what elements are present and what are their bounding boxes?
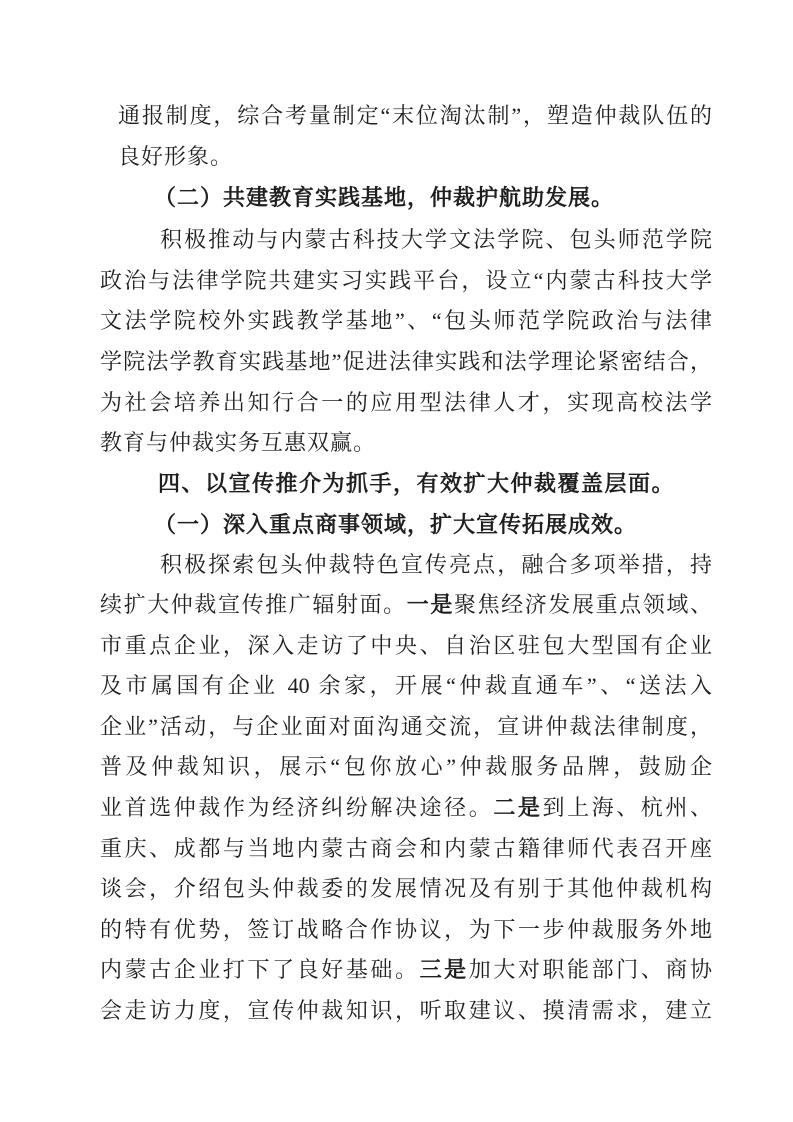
body-run: 到上海、杭州、 (542, 795, 712, 820)
body-line: 积极探索包头仲裁特色宣传亮点，融合多项举措，持 (160, 552, 712, 577)
body-line: 学院法学教育实践基地”促进法律实践和法学理论紧密结合， (100, 349, 712, 374)
body-run: 内蒙古企业打下了良好基础。 (100, 957, 420, 982)
body-line (100, 953, 712, 987)
emphasis-run: 二是 (493, 795, 543, 820)
body-run: 聚焦经济发展重点领域、 (453, 592, 712, 617)
body-run: 续扩大仲裁宣传推广辐射面。 (100, 592, 407, 617)
body-line: 谈会，介绍包头仲裁委的发展情况及有别于其他仲裁机构 (100, 876, 712, 901)
body-line: 重庆、成都与当地内蒙古商会和内蒙古籍律师代表召开座 (100, 836, 712, 861)
body-line: 教育与仲裁实务互惠双赢。 (100, 430, 377, 455)
body-line: 积极推动与内蒙古科技大学文法学院、包头师范学院 (160, 227, 712, 252)
body-run: 加大对职能部门、商协 (468, 957, 712, 982)
body-line: 文法学院校外实践教学基地”、“包头师范学院政治与法律 (100, 308, 712, 333)
body-line: 市重点企业，深入走访了中央、自治区驻包大型国有企业 (100, 633, 712, 658)
subsection-heading-2: （二）共建教育实践基地，仲裁护航助发展。 (154, 185, 615, 210)
emphasis-run: 三是 (419, 957, 469, 982)
subsection-heading-1: （一）深入重点商事领域，扩大宣传拓展成效。 (154, 512, 638, 537)
body-line: 良好形象。 (118, 144, 234, 169)
section-heading-4: 四、以宣传推介为抓手，有效扩大仲裁覆盖层面。 (158, 471, 676, 496)
body-line (100, 791, 712, 825)
body-line: 政治与法律学院共建实习实践平台，设立“内蒙古科技大学 (100, 268, 712, 293)
body-line: 普及仲裁知识，展示“包你放心”仲裁服务品牌，鼓励企 (100, 754, 712, 779)
body-line: 通报制度，综合考量制定“末位淘汰制”，塑造仲裁队伍的 (118, 103, 712, 128)
emphasis-run: 一是 (406, 592, 454, 617)
body-run: 业首选仲裁作为经济纠纷解决途径。 (100, 795, 494, 820)
body-line: 企业”活动，与企业面对面沟通交流，宣讲仲裁法律制度， (100, 714, 712, 739)
body-line: 会走访力度，宣传仲裁知识，听取建议、摸清需求，建立 (100, 998, 712, 1023)
body-line (100, 588, 712, 622)
body-line: 及市属国有企业 40 余家，开展“仲裁直通车”、“送法入 (100, 673, 712, 698)
body-line: 的特有优势，签订战略合作协议，为下一步仲裁服务外地 (100, 917, 712, 942)
body-line: 为社会培养出知行合一的应用型法律人才，实现高校法学 (100, 390, 712, 415)
